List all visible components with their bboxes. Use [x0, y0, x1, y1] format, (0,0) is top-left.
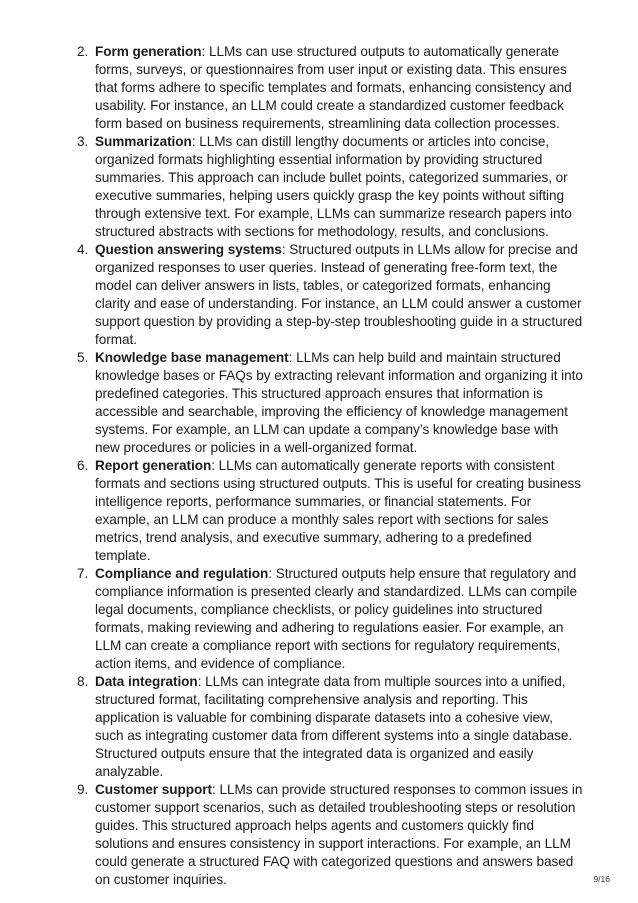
- item-term: Question answering systems: [95, 242, 282, 257]
- item-term: Form generation: [95, 44, 202, 59]
- item-text: : LLMs can automatically generate reports with consistent formats and sections using structured outputs. This is useful for creating business intelligence reports, performance summaries, or financial statements. For example, an LLM can produce a monthly sales report with sections for sales metrics, trend analysis, and executive summary, adhering to a predefined template.: [95, 458, 581, 563]
- item-term: Knowledge base management: [95, 350, 289, 365]
- list-item-form-generation: [73, 43, 583, 133]
- item-number: 6.: [77, 458, 89, 473]
- item-number: 2.: [77, 44, 89, 59]
- item-number: 7.: [77, 566, 89, 581]
- list-item-question-answering: [73, 241, 583, 349]
- list-item-report-generation: [73, 457, 583, 565]
- item-number: 9.: [77, 782, 89, 797]
- list-item-compliance: [73, 565, 583, 673]
- item-number: 4.: [77, 242, 89, 257]
- list-item-data-integration: [73, 673, 583, 781]
- item-text: : LLMs can distill lengthy documents or articles into concise, organized formats highlighting essential information by providing structured summaries. This approach can include bullet points, categorized summaries, or executive summaries, helping users quickly grasp the key points without sifting through extensive text. For example, LLMs can summarize research papers into structured abstracts with sections for methodology, results, and conclusions.: [95, 134, 572, 239]
- page-number: 9/16: [593, 874, 610, 884]
- item-term: Customer support: [95, 782, 213, 797]
- item-term: Summarization: [95, 134, 192, 149]
- item-text: : LLMs can integrate data from multiple sources into a unified, structured format, facilitating comprehensive analysis and reporting. This application is valuable for combining disparate datasets into a cohesive view, such as integrating customer data from different systems into a single database. Structured outputs ensure that the integrated data is organized and easily analyzable.: [95, 674, 573, 779]
- list-item-customer-support: [73, 781, 583, 889]
- item-term: Compliance and regulation: [95, 566, 269, 581]
- item-text: : LLMs can use structured outputs to automatically generate forms, surveys, or questionnaires from user input or existing data. This ensures that forms adhere to specific templates and formats, enhancing consistency and usability. For instance, an LLM could create a standardized customer feedback form based on business requirements, streamlining data collection processes.: [95, 44, 572, 131]
- item-text: : Structured outputs help ensure that regulatory and compliance information is presented clearly and standardized. LLMs can compile legal documents, compliance checklists, or policy guidelines into structured formats, making reviewing and adhering to regulations easier. For example, an LLM can create a compliance report with sections for regulatory requirements, action items, and evidence of compliance.: [95, 566, 577, 671]
- item-term: Report generation: [95, 458, 212, 473]
- item-text: : LLMs can provide structured responses to common issues in customer support scenarios, such as detailed troubleshooting steps or resolution guides. This structured approach helps agents and customers quickly find solutions and ensures consistency in support interactions. For example, an LLM could generate a structured FAQ with categorized questions and answers based on customer inquiries.: [95, 782, 583, 887]
- item-term: Data integration: [95, 674, 198, 689]
- list-item-summarization: [73, 133, 583, 241]
- item-number: 5.: [77, 350, 89, 365]
- list-item-knowledge-base: [73, 349, 583, 457]
- item-text: : Structured outputs in LLMs allow for precise and organized responses to user queries. Instead of generating free-form text, the model can deliver answers in lists, tables, or categorized formats, enhancing clarity and ease of understanding. For instance, an LLM could answer a customer support question by providing a step-by-step troubleshooting guide in a structured format.: [95, 242, 583, 347]
- item-number: 8.: [77, 674, 89, 689]
- use-case-list: [73, 43, 583, 889]
- item-number: 3.: [77, 134, 89, 149]
- item-text: : LLMs can help build and maintain structured knowledge bases or FAQs by extracting relevant information and organizing it into predefined categories. This structured approach ensures that information is accessible and searchable, improving the efficiency of knowledge management systems. For example, an LLM can update a company’s knowledge base with new procedures or policies in a well-organized format.: [95, 350, 583, 455]
